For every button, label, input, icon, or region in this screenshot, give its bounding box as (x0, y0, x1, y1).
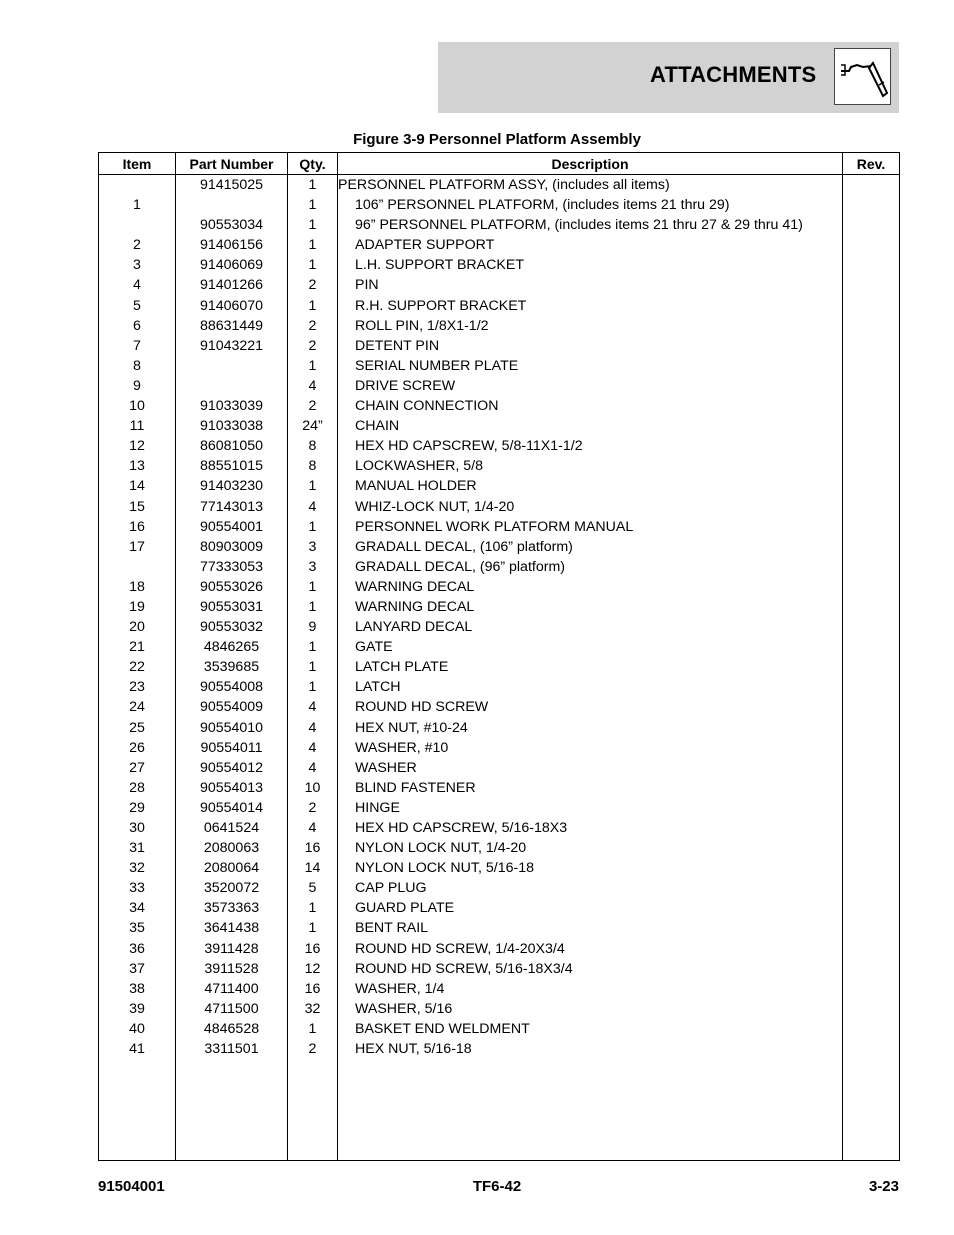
description-cell: HEX NUT, #10-24 (338, 718, 843, 738)
item-cell: 21 (99, 637, 176, 657)
qty-cell: 8 (288, 436, 338, 456)
item-cell: 2 (99, 235, 176, 255)
description-cell: 96” PERSONNEL PLATFORM, (includes items 21 thru 27 & 29 thru 41) (338, 215, 843, 235)
table-row (99, 195, 900, 215)
filler-cell (288, 1059, 338, 1160)
filler-cell (843, 1059, 900, 1160)
footer-model: TF6-42 (472, 1178, 522, 1195)
table-row (99, 918, 900, 938)
table-row (99, 316, 900, 336)
part-number-cell: 91406069 (176, 255, 288, 275)
table-row (99, 959, 900, 979)
qty-cell: 2 (288, 1039, 338, 1059)
table-row (99, 597, 900, 617)
rev-cell (843, 778, 900, 798)
description-cell: LATCH (338, 677, 843, 697)
rev-cell (843, 175, 900, 196)
item-cell: 8 (99, 356, 176, 376)
table-row (99, 396, 900, 416)
table-row (99, 798, 900, 818)
table-row (99, 275, 900, 295)
qty-cell: 1 (288, 296, 338, 316)
item-cell: 7 (99, 336, 176, 356)
part-number-cell: 0641524 (176, 818, 288, 838)
description-cell: PERSONNEL PLATFORM ASSY, (includes all items) (338, 175, 843, 196)
item-cell: 32 (99, 858, 176, 878)
description-cell: GRADALL DECAL, (96” platform) (338, 557, 843, 577)
item-cell: 3 (99, 255, 176, 275)
qty-cell: 1 (288, 215, 338, 235)
part-number-cell: 2080064 (176, 858, 288, 878)
column-header-rev: Rev. (843, 153, 900, 175)
column-header-part-number: Part Number (176, 153, 288, 175)
table-row (99, 677, 900, 697)
description-cell: ROUND HD SCREW (338, 697, 843, 717)
rev-cell (843, 235, 900, 255)
qty-cell: 12 (288, 959, 338, 979)
qty-cell: 1 (288, 577, 338, 597)
table-row (99, 1019, 900, 1039)
rev-cell (843, 637, 900, 657)
table-row (99, 436, 900, 456)
part-number-cell: 90554013 (176, 778, 288, 798)
part-number-cell: 88631449 (176, 316, 288, 336)
rev-cell (843, 316, 900, 336)
part-number-cell: 90554011 (176, 738, 288, 758)
part-number-cell: 90553032 (176, 617, 288, 637)
rev-cell (843, 1019, 900, 1039)
description-cell: SERIAL NUMBER PLATE (338, 356, 843, 376)
part-number-cell: 77143013 (176, 497, 288, 517)
part-number-cell: 3311501 (176, 1039, 288, 1059)
rev-cell (843, 979, 900, 999)
qty-cell: 3 (288, 557, 338, 577)
table-row (99, 336, 900, 356)
table-row (99, 296, 900, 316)
table-row (99, 979, 900, 999)
description-cell: WASHER, 1/4 (338, 979, 843, 999)
table-row (99, 758, 900, 778)
description-cell: DETENT PIN (338, 336, 843, 356)
qty-cell: 2 (288, 275, 338, 295)
description-cell: CHAIN (338, 416, 843, 436)
table-row (99, 175, 900, 196)
table-filler-row (99, 1059, 900, 1160)
table-row (99, 818, 900, 838)
rev-cell (843, 838, 900, 858)
rev-cell (843, 898, 900, 918)
item-cell: 5 (99, 296, 176, 316)
description-cell: HINGE (338, 798, 843, 818)
qty-cell: 1 (288, 677, 338, 697)
part-number-cell: 3520072 (176, 878, 288, 898)
item-cell: 39 (99, 999, 176, 1019)
table-header-row (99, 153, 900, 175)
description-cell: LOCKWASHER, 5/8 (338, 456, 843, 476)
figure-title: Figure 3-9 Personnel Platform Assembly (353, 131, 641, 148)
item-cell: 14 (99, 476, 176, 496)
rev-cell (843, 476, 900, 496)
qty-cell: 1 (288, 476, 338, 496)
part-number-cell: 90553026 (176, 577, 288, 597)
part-number-cell: 80903009 (176, 537, 288, 557)
description-cell: GUARD PLATE (338, 898, 843, 918)
item-cell: 12 (99, 436, 176, 456)
qty-cell: 2 (288, 798, 338, 818)
rev-cell (843, 517, 900, 537)
table-row (99, 657, 900, 677)
part-number-cell: 91406070 (176, 296, 288, 316)
part-number-cell: 91033038 (176, 416, 288, 436)
filler-cell (99, 1059, 176, 1160)
part-number-cell: 90553031 (176, 597, 288, 617)
description-cell: PERSONNEL WORK PLATFORM MANUAL (338, 517, 843, 537)
table-row (99, 617, 900, 637)
table-row (99, 718, 900, 738)
part-number-cell: 90554010 (176, 718, 288, 738)
qty-cell: 32 (288, 999, 338, 1019)
table-row (99, 456, 900, 476)
description-cell: R.H. SUPPORT BRACKET (338, 296, 843, 316)
rev-cell (843, 497, 900, 517)
item-cell: 6 (99, 316, 176, 336)
item-cell: 25 (99, 718, 176, 738)
description-cell: MANUAL HOLDER (338, 476, 843, 496)
part-number-cell: 90554012 (176, 758, 288, 778)
rev-cell (843, 738, 900, 758)
item-cell: 18 (99, 577, 176, 597)
qty-cell: 4 (288, 718, 338, 738)
rev-cell (843, 577, 900, 597)
rev-cell (843, 878, 900, 898)
part-number-cell: 90554014 (176, 798, 288, 818)
part-number-cell: 91401266 (176, 275, 288, 295)
qty-cell: 1 (288, 356, 338, 376)
table-row (99, 697, 900, 717)
part-number-cell: 90554008 (176, 677, 288, 697)
item-cell: 26 (99, 738, 176, 758)
attachment-tool-icon (834, 48, 891, 105)
item-cell: 17 (99, 537, 176, 557)
item-cell: 16 (99, 517, 176, 537)
table-row (99, 738, 900, 758)
rev-cell (843, 396, 900, 416)
table-row (99, 356, 900, 376)
qty-cell: 1 (288, 235, 338, 255)
item-cell: 11 (99, 416, 176, 436)
part-number-cell (176, 356, 288, 376)
qty-cell: 1 (288, 597, 338, 617)
table-row (99, 898, 900, 918)
description-cell: ROUND HD SCREW, 1/4-20X3/4 (338, 939, 843, 959)
table-row (99, 577, 900, 597)
filler-cell (176, 1059, 288, 1160)
qty-cell: 9 (288, 617, 338, 637)
description-cell: ROUND HD SCREW, 5/16-18X3/4 (338, 959, 843, 979)
table-row (99, 999, 900, 1019)
item-cell: 28 (99, 778, 176, 798)
description-cell: LANYARD DECAL (338, 617, 843, 637)
rev-cell (843, 336, 900, 356)
footer-page-number: 3-23 (868, 1178, 899, 1195)
part-number-cell: 91043221 (176, 336, 288, 356)
item-cell (99, 557, 176, 577)
item-cell: 31 (99, 838, 176, 858)
rev-cell (843, 456, 900, 476)
qty-cell: 2 (288, 336, 338, 356)
description-cell: WHIZ-LOCK NUT, 1/4-20 (338, 497, 843, 517)
table-row (99, 497, 900, 517)
part-number-cell: 90554009 (176, 697, 288, 717)
item-cell: 30 (99, 818, 176, 838)
description-cell: CAP PLUG (338, 878, 843, 898)
table-row (99, 778, 900, 798)
section-title: ATTACHMENTS (650, 62, 817, 87)
part-number-cell: 3641438 (176, 918, 288, 938)
column-header-qty: Qty. (288, 153, 338, 175)
part-number-cell: 4711400 (176, 979, 288, 999)
description-cell: GRADALL DECAL, (106” platform) (338, 537, 843, 557)
qty-cell: 1 (288, 175, 338, 196)
part-number-cell: 91415025 (176, 175, 288, 196)
table-row (99, 858, 900, 878)
part-number-cell: 86081050 (176, 436, 288, 456)
rev-cell (843, 939, 900, 959)
description-cell: WARNING DECAL (338, 577, 843, 597)
description-cell: HEX HD CAPSCREW, 5/8-11X1-1/2 (338, 436, 843, 456)
rev-cell (843, 718, 900, 738)
part-number-cell: 90553034 (176, 215, 288, 235)
item-cell (99, 215, 176, 235)
part-number-cell: 3911528 (176, 959, 288, 979)
table-row (99, 939, 900, 959)
rev-cell (843, 959, 900, 979)
qty-cell: 1 (288, 657, 338, 677)
description-cell: LATCH PLATE (338, 657, 843, 677)
rev-cell (843, 918, 900, 938)
rev-cell (843, 758, 900, 778)
qty-cell: 16 (288, 838, 338, 858)
table-row (99, 235, 900, 255)
qty-cell: 2 (288, 316, 338, 336)
qty-cell: 10 (288, 778, 338, 798)
qty-cell: 4 (288, 697, 338, 717)
qty-cell: 2 (288, 396, 338, 416)
item-cell: 40 (99, 1019, 176, 1039)
description-cell: NYLON LOCK NUT, 5/16-18 (338, 858, 843, 878)
part-number-cell: 4846528 (176, 1019, 288, 1039)
item-cell: 35 (99, 918, 176, 938)
part-number-cell: 90554001 (176, 517, 288, 537)
description-cell: HEX NUT, 5/16-18 (338, 1039, 843, 1059)
rev-cell (843, 195, 900, 215)
description-cell: DRIVE SCREW (338, 376, 843, 396)
item-cell: 4 (99, 275, 176, 295)
part-number-cell: 3911428 (176, 939, 288, 959)
description-cell: GATE (338, 637, 843, 657)
qty-cell: 24” (288, 416, 338, 436)
table-row (99, 376, 900, 396)
table-row (99, 1039, 900, 1059)
qty-cell: 4 (288, 758, 338, 778)
rev-cell (843, 356, 900, 376)
qty-cell: 1 (288, 637, 338, 657)
part-number-cell: 88551015 (176, 456, 288, 476)
rev-cell (843, 436, 900, 456)
qty-cell: 3 (288, 537, 338, 557)
part-number-cell: 91033039 (176, 396, 288, 416)
qty-cell: 1 (288, 1019, 338, 1039)
item-cell: 13 (99, 456, 176, 476)
rev-cell (843, 697, 900, 717)
table-row (99, 215, 900, 235)
description-cell: CHAIN CONNECTION (338, 396, 843, 416)
qty-cell: 1 (288, 195, 338, 215)
description-cell: BLIND FASTENER (338, 778, 843, 798)
filler-cell (338, 1059, 843, 1160)
rev-cell (843, 597, 900, 617)
item-cell: 33 (99, 878, 176, 898)
table-row (99, 416, 900, 436)
item-cell: 10 (99, 396, 176, 416)
rev-cell (843, 416, 900, 436)
qty-cell: 16 (288, 979, 338, 999)
qty-cell: 1 (288, 517, 338, 537)
table-row (99, 637, 900, 657)
table-row (99, 878, 900, 898)
description-cell: WASHER (338, 758, 843, 778)
table-row (99, 476, 900, 496)
description-cell: ROLL PIN, 1/8X1-1/2 (338, 316, 843, 336)
description-cell: BENT RAIL (338, 918, 843, 938)
qty-cell: 16 (288, 939, 338, 959)
rev-cell (843, 1039, 900, 1059)
rev-cell (843, 677, 900, 697)
rev-cell (843, 999, 900, 1019)
rev-cell (843, 798, 900, 818)
qty-cell: 1 (288, 255, 338, 275)
table-row (99, 557, 900, 577)
rev-cell (843, 255, 900, 275)
table-row (99, 537, 900, 557)
description-cell: PIN (338, 275, 843, 295)
part-number-cell: 2080063 (176, 838, 288, 858)
qty-cell: 1 (288, 898, 338, 918)
part-number-cell (176, 195, 288, 215)
qty-cell: 14 (288, 858, 338, 878)
item-cell: 15 (99, 497, 176, 517)
part-number-cell (176, 376, 288, 396)
rev-cell (843, 657, 900, 677)
description-cell: L.H. SUPPORT BRACKET (338, 255, 843, 275)
qty-cell: 4 (288, 738, 338, 758)
part-number-cell: 3539685 (176, 657, 288, 677)
item-cell: 24 (99, 697, 176, 717)
description-cell: ADAPTER SUPPORT (338, 235, 843, 255)
part-number-cell: 4711500 (176, 999, 288, 1019)
parts-table (98, 152, 900, 1161)
item-cell: 41 (99, 1039, 176, 1059)
rev-cell (843, 537, 900, 557)
part-number-cell: 4846265 (176, 637, 288, 657)
table-row (99, 517, 900, 537)
part-number-cell: 91406156 (176, 235, 288, 255)
rev-cell (843, 215, 900, 235)
column-header-item: Item (99, 153, 176, 175)
description-cell: HEX HD CAPSCREW, 5/16-18X3 (338, 818, 843, 838)
qty-cell: 5 (288, 878, 338, 898)
item-cell: 34 (99, 898, 176, 918)
item-cell: 36 (99, 939, 176, 959)
description-cell: WASHER, 5/16 (338, 999, 843, 1019)
table-row (99, 255, 900, 275)
table-row (99, 838, 900, 858)
item-cell: 29 (99, 798, 176, 818)
rev-cell (843, 296, 900, 316)
qty-cell: 4 (288, 497, 338, 517)
rev-cell (843, 557, 900, 577)
footer-document-number: 91504001 (98, 1178, 165, 1195)
column-header-description: Description (338, 153, 843, 175)
item-cell: 38 (99, 979, 176, 999)
item-cell: 23 (99, 677, 176, 697)
description-cell: 106” PERSONNEL PLATFORM, (includes items 21 thru 29) (338, 195, 843, 215)
description-cell: NYLON LOCK NUT, 1/4-20 (338, 838, 843, 858)
item-cell: 22 (99, 657, 176, 677)
qty-cell: 4 (288, 376, 338, 396)
rev-cell (843, 275, 900, 295)
item-cell: 9 (99, 376, 176, 396)
rev-cell (843, 376, 900, 396)
description-cell: WASHER, #10 (338, 738, 843, 758)
item-cell: 19 (99, 597, 176, 617)
rev-cell (843, 617, 900, 637)
qty-cell: 4 (288, 818, 338, 838)
description-cell: WARNING DECAL (338, 597, 843, 617)
part-number-cell: 77333053 (176, 557, 288, 577)
item-cell: 27 (99, 758, 176, 778)
part-number-cell: 3573363 (176, 898, 288, 918)
item-cell: 20 (99, 617, 176, 637)
item-cell (99, 175, 176, 196)
qty-cell: 1 (288, 918, 338, 938)
item-cell: 37 (99, 959, 176, 979)
description-cell: BASKET END WELDMENT (338, 1019, 843, 1039)
rev-cell (843, 818, 900, 838)
item-cell: 1 (99, 195, 176, 215)
rev-cell (843, 858, 900, 878)
part-number-cell: 91403230 (176, 476, 288, 496)
qty-cell: 8 (288, 456, 338, 476)
